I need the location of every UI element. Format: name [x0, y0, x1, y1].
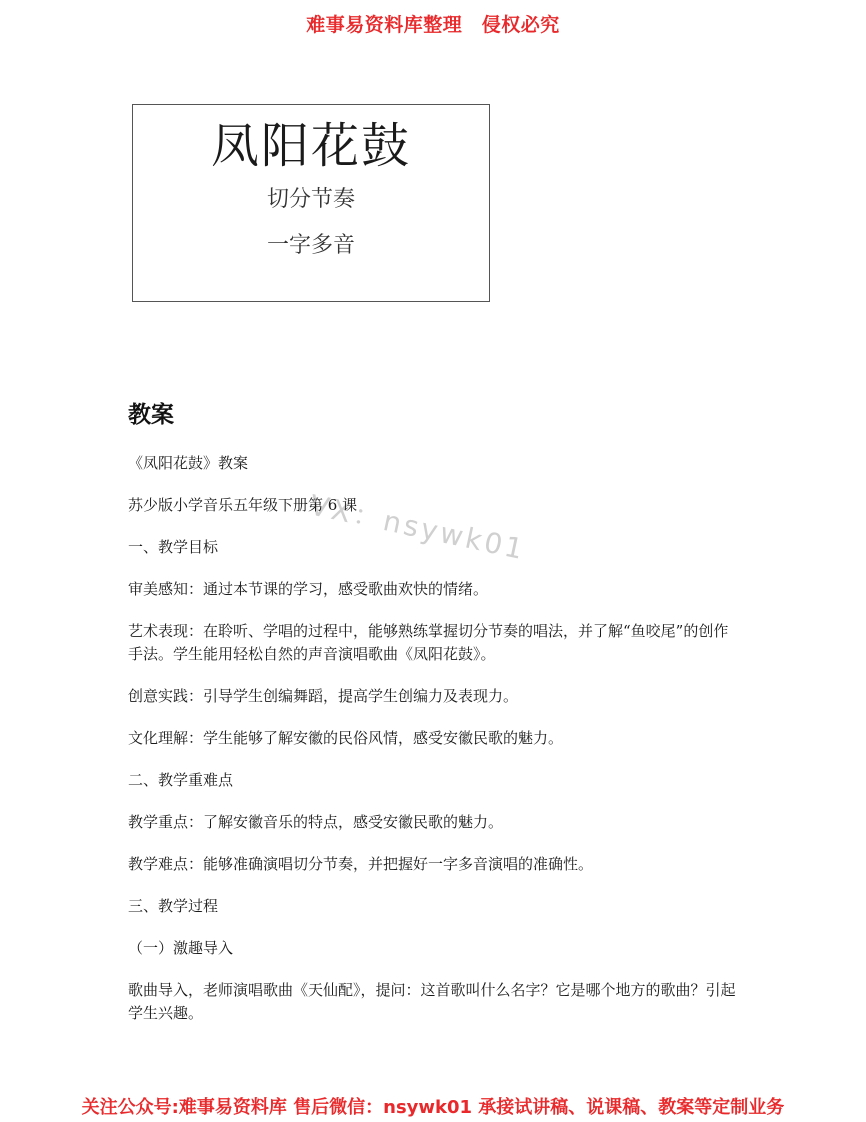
title-subline-1: 切分节奏 [266, 187, 355, 212]
lesson-plan-body [128, 452, 738, 1044]
title-subline-2: 一字多音 [266, 233, 355, 258]
paragraph: 教学难点：能够准确演唱切分节奏，并把握好一字多音演唱的准确性。 [128, 855, 594, 873]
paragraph: 苏少版小学音乐五年级下册第 6 课 [128, 496, 358, 514]
footer-banner: 关注公众号:难事易资料库 售后微信：nsywk01 承接试讲稿、说课稿、教案等定制业务 [81, 1097, 785, 1118]
paragraph: 歌曲导入，老师演唱歌曲《天仙配》，提问：这首歌叫什么名字？它是哪个地方的歌曲？引起学生兴趣。 [128, 981, 736, 1022]
paragraph: 二、教学重难点 [128, 771, 234, 789]
paragraph: 三、教学过程 [128, 897, 219, 915]
song-title: 凤阳花鼓 [210, 118, 411, 174]
title-box [132, 104, 490, 302]
paragraph: 审美感知：通过本节课的学习，感受歌曲欢快的情绪。 [128, 580, 489, 598]
paragraph: 一、教学目标 [128, 538, 219, 556]
section-heading: 教案 [128, 402, 174, 428]
watermark: VX：nsywk01 [306, 488, 529, 567]
header-banner: 难事易资料库整理 侵权必究 [306, 14, 560, 36]
paragraph: （一）激趣导入 [128, 939, 234, 957]
paragraph: 《凤阳花鼓》教案 [128, 454, 249, 472]
paragraph: 文化理解：学生能够了解安徽的民俗风情，感受安徽民歌的魅力。 [128, 729, 564, 747]
paragraph: 艺术表现：在聆听、学唱的过程中，能够熟练掌握切分节奏的唱法，并了解“鱼咬尾”的创作手法。学生能用轻松自然的声音演唱歌曲《凤阳花鼓》。 [128, 622, 729, 663]
paragraph: 教学重点：了解安徽音乐的特点，感受安徽民歌的魅力。 [128, 813, 504, 831]
paragraph: 创意实践：引导学生创编舞蹈，提高学生创编力及表现力。 [128, 687, 519, 705]
